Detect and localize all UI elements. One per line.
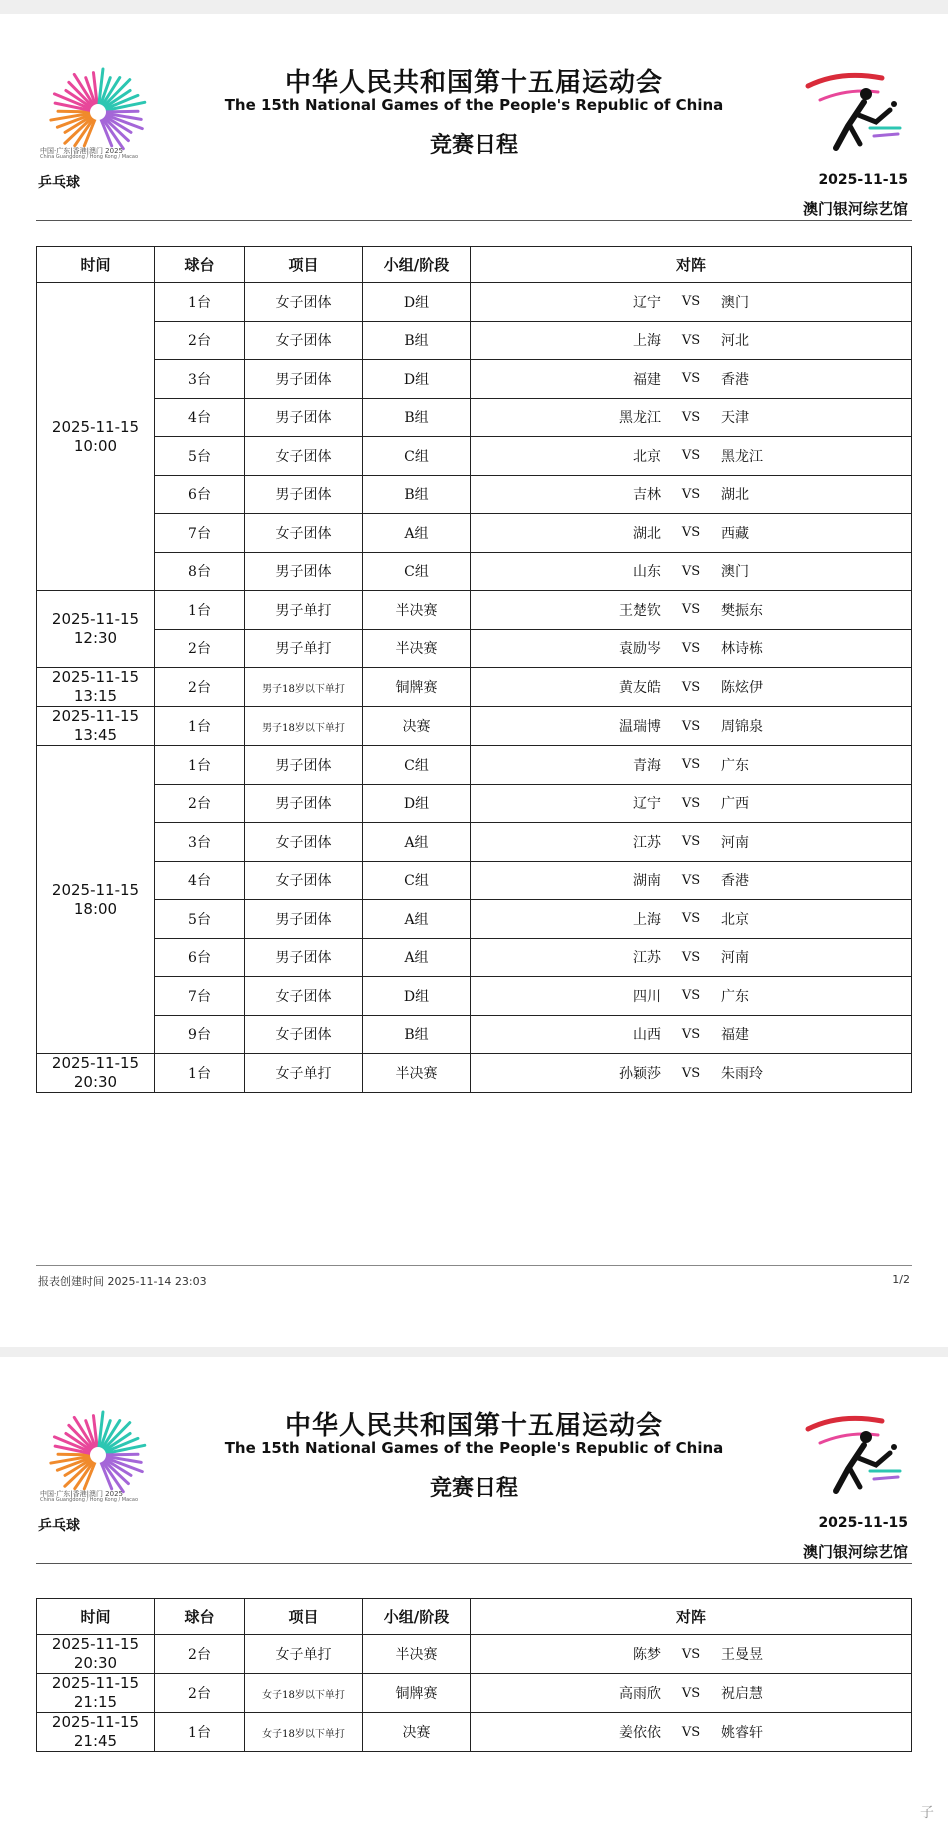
stage-cell: 半决赛 [363,591,471,630]
vs-label: VS [681,294,701,310]
table-row [37,398,912,437]
table-row [37,784,912,823]
team-a: 上海 [633,333,661,350]
team-b: 广西 [721,796,749,813]
time-date: 2025-11-15 [51,880,140,899]
team-a: 湖南 [633,873,661,890]
team-a: 王楚钦 [619,602,661,619]
team-a: 江苏 [633,834,661,851]
table-row [37,1054,912,1093]
vs-label: VS [681,1685,701,1701]
schedule-subtitle: 竞赛日程 [429,1476,518,1501]
table-row [37,360,912,399]
table-row [37,746,912,785]
event-cell: 男子单打 [245,629,363,668]
matchup-cell [471,861,912,900]
time-date: 2025-11-15 [51,668,140,686]
event-cell: 男子18岁以下单打 [245,668,363,707]
schedule-table-1 [36,246,912,1093]
team-a: 孙颖莎 [619,1066,661,1082]
stage-cell: C组 [363,552,471,591]
table-number-cell: 4台 [155,398,245,437]
matchup-cell [471,321,912,360]
team-b: 河北 [721,333,749,350]
time-clock: 21:45 [73,1732,118,1750]
team-b: 澳门 [721,564,749,581]
stage-cell: D组 [363,784,471,823]
table-number-cell: 5台 [155,900,245,939]
vs-label: VS [681,1724,701,1740]
table-row [37,283,912,322]
stage-cell: 决赛 [363,707,471,746]
event-cell: 男子18岁以下单打 [245,707,363,746]
stage-cell: B组 [363,321,471,360]
time-cell [37,283,155,591]
vs-label: VS [681,795,701,811]
time-cell [37,1054,155,1093]
vs-label: VS [681,486,701,502]
stage-cell: D组 [363,360,471,399]
schedule-subtitle: 竞赛日程 [429,133,518,158]
team-a: 辽宁 [633,796,661,813]
vs-label: VS [681,332,701,348]
table-row [37,668,912,707]
table-row [37,514,912,553]
time-clock: 20:30 [73,1654,118,1672]
logo-caption: 中国·广东|香港|澳门 2025 [40,1490,123,1498]
table-number-cell: 2台 [155,784,245,823]
event-cell: 女子单打 [245,1635,363,1674]
team-a: 福建 [633,371,661,388]
vs-label: VS [681,757,701,773]
team-a: 黑龙江 [619,410,661,427]
team-b: 香港 [721,873,749,890]
table-number-cell: 2台 [155,321,245,360]
vs-label: VS [681,1646,701,1662]
stage-cell: D组 [363,283,471,322]
matchup-cell [471,977,912,1016]
col-header-time: 时间 [37,1599,155,1635]
team-b: 周锦泉 [721,719,763,735]
table-row [37,977,912,1016]
col-header-event: 项目 [245,247,363,283]
table-row [37,900,912,939]
time-date: 2025-11-15 [51,707,140,725]
team-a: 高雨欣 [619,1686,661,1702]
team-a: 辽宁 [633,294,661,311]
logo-caption: 中国·广东|香港|澳门 2025 [40,147,123,155]
matchup-cell [471,514,912,553]
col-header-event: 项目 [245,1599,363,1635]
schedule-page-1 [0,14,948,1347]
team-a: 吉林 [633,487,661,504]
time-clock: 13:15 [73,687,118,705]
col-header-table: 球台 [155,247,245,283]
team-a: 黄友皓 [619,680,661,696]
table-number-cell: 2台 [155,1674,245,1713]
event-cell: 女子18岁以下单打 [245,1674,363,1713]
team-a: 袁励岑 [619,641,661,658]
table-number-cell: 3台 [155,360,245,399]
team-b: 澳门 [721,294,749,311]
matchup-cell [471,629,912,668]
stage-cell: 半决赛 [363,1635,471,1674]
table-row [37,1674,912,1713]
matchup-cell [471,1054,912,1093]
time-cell [37,591,155,668]
table-number-cell: 9台 [155,1015,245,1054]
report-created-time: 报表创建时间 2025-11-14 23:03 [38,1275,207,1288]
logo-caption-en: China Guangdong / Hong Kong / Macao [40,154,139,160]
vs-label: VS [681,563,701,579]
table-row [37,1015,912,1054]
table-number-cell: 2台 [155,1635,245,1674]
time-date: 2025-11-15 [51,1674,140,1692]
matchup-cell [471,437,912,476]
matchup-cell [471,1635,912,1674]
event-cell: 女子单打 [245,1054,363,1093]
time-date: 2025-11-15 [51,1713,140,1731]
time-cell [37,1674,155,1713]
matchup-cell [471,283,912,322]
table-row [37,437,912,476]
sport-name: 乒乓球 [38,1518,80,1534]
team-b: 西藏 [721,525,749,542]
header-divider [36,220,912,221]
table-number-cell: 6台 [155,475,245,514]
team-a: 姜依依 [619,1725,661,1741]
event-cell: 男子团体 [245,360,363,399]
event-cell: 女子团体 [245,977,363,1016]
event-cell: 女子团体 [245,514,363,553]
time-clock: 13:45 [73,726,118,744]
vs-label: VS [681,679,701,695]
time-clock: 10:00 [73,436,118,455]
vs-label: VS [681,640,701,656]
event-cell: 男子单打 [245,591,363,630]
stage-cell: A组 [363,938,471,977]
team-b: 陈炫伊 [721,680,763,696]
matchup-cell [471,591,912,630]
table-number-cell: 1台 [155,591,245,630]
team-a: 山西 [633,1027,661,1044]
time-cell [37,668,155,707]
event-cell: 男子团体 [245,552,363,591]
stage-cell: 半决赛 [363,1054,471,1093]
matchup-cell [471,1015,912,1054]
table-row [37,861,912,900]
team-b: 姚睿轩 [721,1725,763,1741]
vs-label: VS [681,371,701,387]
page-number: 1/2 [892,1273,910,1286]
stage-cell: A组 [363,514,471,553]
col-header-time: 时间 [37,247,155,283]
table-tennis-pictogram-icon [800,64,908,164]
schedule-table-2 [36,1598,912,1752]
time-cell [37,707,155,746]
vs-label: VS [681,988,701,1004]
col-header-stage: 小组/阶段 [363,1599,471,1635]
matchup-cell [471,707,912,746]
time-clock: 18:00 [73,899,118,918]
page-title: 中华人民共和国第十五届运动会 [284,1411,663,1441]
team-b: 天津 [721,410,749,427]
header-date: 2025-11-15 [818,1515,908,1531]
table-number-cell: 5台 [155,437,245,476]
stage-cell: 铜牌赛 [363,668,471,707]
stage-cell: 铜牌赛 [363,1674,471,1713]
table-number-cell: 1台 [155,1713,245,1752]
event-cell: 男子团体 [245,900,363,939]
col-header-matchup: 对阵 [471,1599,912,1635]
table-header-row [37,1599,912,1635]
table-number-cell: 2台 [155,668,245,707]
event-cell: 男子团体 [245,938,363,977]
matchup-cell [471,1674,912,1713]
table-number-cell: 1台 [155,707,245,746]
table-number-cell: 1台 [155,746,245,785]
table-row [37,552,912,591]
time-clock: 21:15 [73,1693,118,1711]
matchup-cell [471,784,912,823]
table-row [37,591,912,630]
stage-cell: B组 [363,475,471,514]
logo-caption-en: China Guangdong / Hong Kong / Macao [40,1497,139,1503]
stage-cell: C组 [363,861,471,900]
team-b: 樊振东 [721,602,763,619]
time-date: 2025-11-15 [51,610,140,628]
vs-label: VS [681,1065,701,1081]
col-header-matchup: 对阵 [471,247,912,283]
time-date: 2025-11-15 [51,417,140,436]
matchup-cell [471,746,912,785]
event-cell: 女子团体 [245,1015,363,1054]
stage-cell: A组 [363,823,471,862]
stage-cell: C组 [363,437,471,476]
page-title-en: The 15th National Games of the People's Republic of China [224,96,724,114]
team-b: 祝启慧 [721,1686,763,1702]
time-clock: 12:30 [73,629,118,647]
table-row [37,1713,912,1752]
stage-cell: B组 [363,398,471,437]
event-cell: 女子团体 [245,321,363,360]
vs-label: VS [681,525,701,541]
matchup-cell [471,900,912,939]
table-row [37,629,912,668]
matchup-cell [471,552,912,591]
stage-cell: A组 [363,900,471,939]
vs-label: VS [681,602,701,618]
event-cell: 女子团体 [245,823,363,862]
table-row [37,823,912,862]
header-venue: 澳门银河综艺馆 [802,200,908,218]
vs-label: VS [681,1026,701,1042]
team-b: 香港 [721,371,749,388]
matchup-cell [471,475,912,514]
team-a: 上海 [633,911,661,928]
page-title: 中华人民共和国第十五届运动会 [284,68,663,98]
team-b: 河南 [721,950,749,967]
sport-name: 乒乓球 [38,175,80,191]
matchup-cell [471,938,912,977]
team-a: 青海 [633,757,661,774]
watermark-text: 子 [920,1805,934,1821]
table-row [37,1635,912,1674]
stage-cell: B组 [363,1015,471,1054]
event-cell: 女子团体 [245,437,363,476]
team-a: 江苏 [633,950,661,967]
time-cell [37,746,155,1054]
schedule-page-2 [0,1357,948,1840]
team-b: 广东 [721,757,749,774]
vs-label: VS [681,718,701,734]
event-cell: 男子团体 [245,746,363,785]
vs-label: VS [681,448,701,464]
table-row [37,938,912,977]
vs-label: VS [681,834,701,850]
matchup-cell [471,398,912,437]
table-number-cell: 8台 [155,552,245,591]
team-b: 广东 [721,988,749,1005]
table-number-cell: 3台 [155,823,245,862]
team-b: 黑龙江 [721,448,763,465]
stage-cell: 半决赛 [363,629,471,668]
team-b: 湖北 [721,487,749,504]
team-b: 林诗栋 [721,641,763,658]
matchup-cell [471,823,912,862]
stage-cell: 决赛 [363,1713,471,1752]
col-header-table: 球台 [155,1599,245,1635]
table-number-cell: 7台 [155,514,245,553]
team-a: 山东 [633,564,661,581]
event-cell: 女子团体 [245,283,363,322]
event-cell: 男子团体 [245,475,363,514]
team-a: 四川 [633,988,661,1005]
team-b: 北京 [721,911,749,928]
event-cell: 男子团体 [245,398,363,437]
col-header-stage: 小组/阶段 [363,247,471,283]
time-date: 2025-11-15 [51,1054,140,1072]
table-number-cell: 2台 [155,629,245,668]
time-cell [37,1713,155,1752]
vs-label: VS [681,911,701,927]
page-title-en: The 15th National Games of the People's Republic of China [224,1439,724,1457]
team-b: 朱雨玲 [721,1066,763,1082]
time-cell [37,1635,155,1674]
team-b: 王曼昱 [721,1647,763,1663]
table-header-row [37,247,912,283]
vs-label: VS [681,409,701,425]
footer-divider [36,1265,912,1266]
event-cell: 男子团体 [245,784,363,823]
table-tennis-pictogram-icon [800,1407,908,1507]
stage-cell: D组 [363,977,471,1016]
header-venue: 澳门银河综艺馆 [802,1543,908,1561]
team-a: 温瑞博 [619,719,661,735]
table-number-cell: 7台 [155,977,245,1016]
matchup-cell [471,668,912,707]
matchup-cell [471,360,912,399]
team-b: 河南 [721,834,749,851]
table-row [37,707,912,746]
team-a: 陈梦 [633,1647,661,1663]
vs-label: VS [681,949,701,965]
table-number-cell: 1台 [155,283,245,322]
vs-label: VS [681,872,701,888]
header-divider [36,1563,912,1564]
time-clock: 20:30 [73,1073,118,1091]
team-a: 湖北 [633,525,661,542]
table-number-cell: 6台 [155,938,245,977]
table-row [37,475,912,514]
time-date: 2025-11-15 [51,1635,140,1653]
event-cell: 女子团体 [245,861,363,900]
table-row [37,321,912,360]
table-number-cell: 4台 [155,861,245,900]
table-number-cell: 1台 [155,1054,245,1093]
stage-cell: C组 [363,746,471,785]
team-b: 福建 [721,1027,749,1044]
event-cell: 女子18岁以下单打 [245,1713,363,1752]
header-date: 2025-11-15 [818,172,908,188]
matchup-cell [471,1713,912,1752]
team-a: 北京 [633,448,661,465]
